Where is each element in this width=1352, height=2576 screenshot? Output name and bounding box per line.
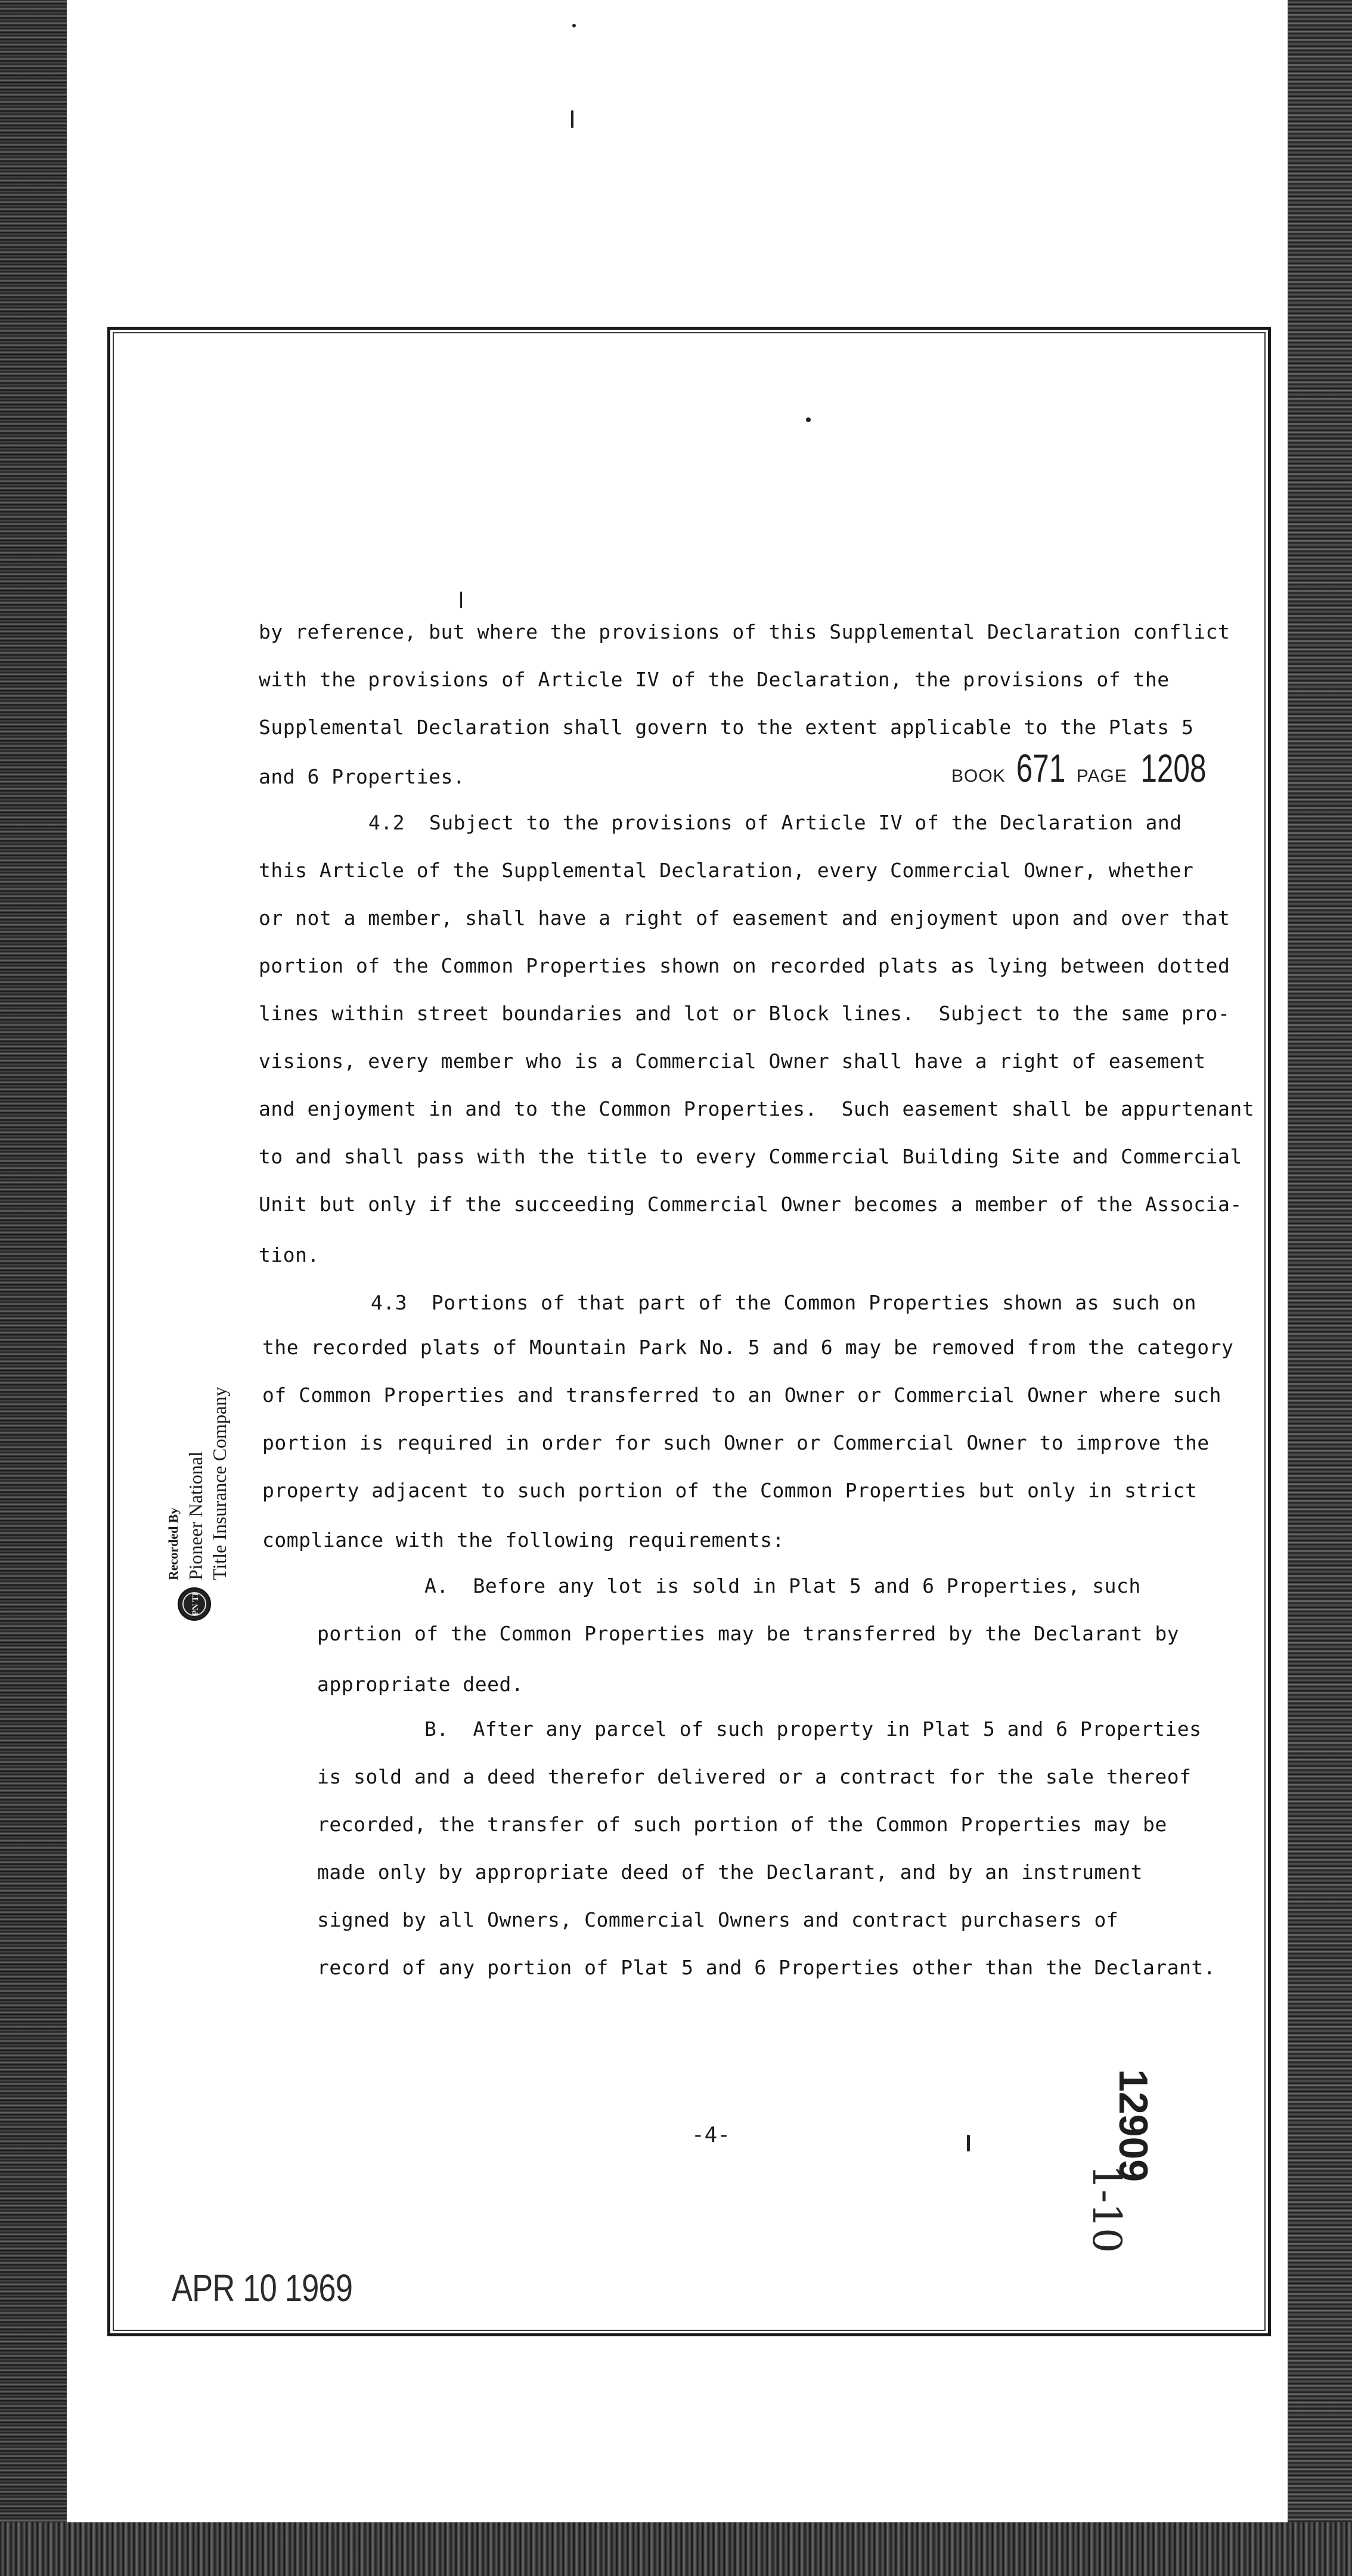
body-line: visions, every member who is a Commercial Owner shall have a right of easement [259, 1049, 1206, 1073]
stamp-line-company: Pioneer National [185, 1451, 206, 1580]
scan-border-right [1288, 0, 1352, 2576]
body-line: and enjoyment in and to the Common Properties. Such easement shall be appurtenant [259, 1097, 1255, 1120]
stamp-line-company-full: Title Insurance Company [209, 1386, 230, 1580]
scan-speck [460, 592, 462, 608]
document-number: 12909 [1111, 2069, 1156, 2182]
body-line: by reference, but where the provisions of this Supplemental Declaration conflict [259, 620, 1230, 643]
body-line: of Common Properties and transferred to an Owner or Commercial Owner where such [262, 1383, 1222, 1407]
body-line: made only by appropriate deed of the Declarant, and by an instrument [317, 1860, 1143, 1884]
body-line: B. After any parcel of such property in Plat 5 and 6 Properties [424, 1717, 1202, 1741]
recorded-by-stamp [161, 1360, 250, 1622]
book-page-reference [951, 745, 1217, 793]
scan-border-bottom [0, 2522, 1352, 2576]
scan-speck [572, 24, 576, 27]
scan-border-left [0, 0, 67, 2576]
book-number: 671 [1016, 746, 1066, 790]
body-line: to and shall pass with the title to every Commercial Building Site and Commercial [259, 1145, 1242, 1168]
body-line: Supplemental Declaration shall govern to the extent applicable to the Plats 5 [259, 716, 1194, 739]
body-line: Unit but only if the succeeding Commercial Owner becomes a member of the Associa- [259, 1193, 1242, 1216]
body-line: lines within street boundaries and lot or Block lines. Subject to the same pro- [259, 1002, 1230, 1025]
recording-date-stamp: APR 10 1969 [172, 2267, 353, 2309]
scan-speck [806, 417, 811, 422]
body-line: property adjacent to such portion of the Common Properties but only in strict [262, 1479, 1198, 1502]
body-line: or not a member, shall have a right of easement and enjoyment upon and over that [259, 906, 1230, 930]
body-line: 4.2 Subject to the provisions of Article IV of the Declaration and [368, 811, 1182, 834]
body-line: portion of the Common Properties may be transferred by the Declarant by [317, 1622, 1180, 1645]
book-label: BOOK [951, 766, 1006, 786]
scan-speck [967, 2135, 970, 2151]
page-label: PAGE [1076, 766, 1127, 786]
pioneer-logo-text: PN TI [191, 1592, 200, 1616]
body-line: the recorded plats of Mountain Park No. 5 and 6 may be removed from the category [262, 1336, 1234, 1359]
body-line: with the provisions of Article IV of the Declaration, the provisions of the [259, 668, 1170, 691]
body-line: compliance with the following requirements: [262, 1528, 784, 1552]
body-line: A. Before any lot is sold in Plat 5 and 6 Properties, such [424, 1574, 1141, 1597]
body-line: portion of the Common Properties shown on recorded plats as lying between dotted [259, 954, 1230, 977]
body-line: tion. [259, 1243, 320, 1267]
body-line: signed by all Owners, Commercial Owners and contract purchasers of [317, 1908, 1119, 1931]
scan-speck [571, 110, 573, 128]
body-line: and 6 Properties. [259, 765, 466, 788]
body-line: portion is required in order for such Owner or Commercial Owner to improve the [262, 1431, 1210, 1454]
handwritten-mark: 1-10 [1084, 2165, 1130, 2253]
body-line: is sold and a deed therefor delivered or a contract for the sale thereof [317, 1765, 1192, 1788]
body-line: appropriate deed. [317, 1673, 524, 1696]
pioneer-logo-icon [176, 1586, 212, 1622]
body-line: 4.3 Portions of that part of the Common Properties shown as such on [371, 1291, 1197, 1314]
body-line: record of any portion of Plat 5 and 6 Properties other than the Declarant. [317, 1956, 1216, 1979]
body-line: this Article of the Supplemental Declaration, every Commercial Owner, whether [259, 859, 1194, 882]
page-number-handwritten: 1208 [1140, 746, 1207, 790]
page-number: -4- [691, 2123, 731, 2147]
stamp-line-recorded-by: Recorded By [166, 1507, 181, 1580]
body-line: recorded, the transfer of such portion of the Common Properties may be [317, 1813, 1167, 1836]
